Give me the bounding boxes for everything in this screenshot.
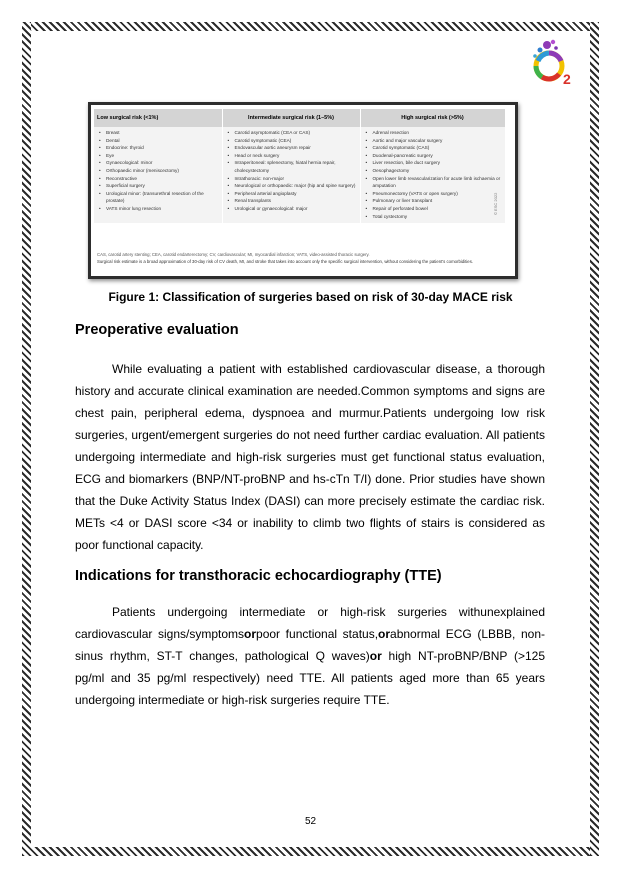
surgery-list-item: • Intrathoracic: non-major [227,175,357,183]
surgery-list-item: • Carotid symptomatic (CAS) [365,144,502,152]
or-emphasis: or [369,649,382,663]
surgery-list-item: • Neurological or orthopaedic: major (hip and spine surgery) [227,182,357,190]
page-border-left [22,22,31,856]
copyright-note: © ESC 2022 [493,192,498,215]
high-risk-column [360,127,505,223]
surgery-list-item: • Pneumonectomy (VATS or open surgery) [365,190,502,198]
surgery-list-item: • Open lower limb revascularization for acute limb ischaemia or amputation [365,175,502,190]
o2-logo [527,36,579,88]
surgical-risk-figure [88,102,518,279]
surgery-list-item: • VATS minor lung resection [98,205,219,213]
surgery-list-item: • Duodenal-pancreatic surgery [365,152,502,160]
surgery-list-item: • Peripheral arterial angioplasty [227,190,357,198]
svg-text:2: 2 [563,71,571,87]
surgery-list-item: • Carotid symptomatic (CEA) [227,137,357,145]
surgery-list-item: • Aortic and major vascular surgery [365,137,502,145]
surgery-list-item: • Repair of perforated bowel [365,205,502,213]
header-intermediate-risk: Intermediate surgical risk (1–5%) [222,109,360,127]
low-risk-column [94,127,222,223]
surgery-list-item: • Total cystectomy [365,213,502,221]
surgery-list-item: • Head or neck surgery [227,152,357,160]
surgery-list-item: • Urological minor: (transurethral resection of the prostate) [98,190,219,205]
surgery-list-item: • Oesophagectomy [365,167,502,175]
page-border-top [22,22,599,31]
tte-text-part-1: Patients undergoing intermediate or high-risk surgeries withunexplained cardiovascular signs/symptoms [75,605,545,641]
surgery-list-item: • Breast [98,129,219,137]
surgical-risk-table [94,109,506,223]
surgery-list-item: • Intraperitoneal: splenectomy, hiatal hernia repair, cholecystectomy [227,159,357,174]
page-border-bottom [22,847,599,856]
paragraph-preoperative: While evaluating a patient with established cardiovascular disease, a thorough history and accurate clinical examination are needed.Common symptoms and signs are chest pain, peripheral edema, dyspnoea and murmur.Patients undergoing low risk surgeries, urgent/emergent surgeries do not need further cardiac evaluation. All patients undergoing intermediate and high-risk surgeries must get functional status evaluation, ECG and biomarkers (BNP/NT-proBNP and hs-cTn T/I) done. Prior studies have shown that the Duke Activity Status Index (DASI) can more precisely estimate the cardiac risk. METs <4 or DASI score <34 or inability to climb two flights of stairs is considered as poor functional capacity. [75,362,545,552]
surgery-list-item: • Adrenal resection [365,129,502,137]
page-border-right [590,22,599,856]
surgery-list-item: • Gynaecological: minor [98,159,219,167]
section-heading-preoperative: Preoperative evaluation [75,322,239,338]
surgery-list-item: • Pulmonary or liver transplant [365,197,502,205]
surgery-list-item: • Urological or gynaecological: major [227,205,357,213]
header-low-risk: Low surgical risk (<1%) [94,109,222,127]
section-heading-tte: Indications for transthoracic echocardiography (TTE) [75,568,442,584]
surgery-list-item: • Dental [98,137,219,145]
surgery-list-item: • Eye [98,152,219,160]
surgery-list-item: • Renal transplants [227,197,357,205]
paragraph-tte [75,601,545,711]
page-number: 52 [304,816,317,827]
header-high-risk: High surgical risk (>5%) [360,109,505,127]
surgery-list-item: • Endovascular aortic aneurysm repair [227,144,357,152]
tte-text-part-4: high NT-proBNP/BNP (>125 pg/ml and 35 pg/ml respectively) need TTE. All patients aged more than 65 years undergoing intermediate or high-risk surgeries require TTE. [75,649,545,707]
or-emphasis: or [244,627,257,641]
tte-text-part-3: abnormal ECG (LBBB, non-sinus rhythm, ST-T changes, pathological Q waves) [75,627,545,663]
abbreviations-note: CAS, carotid artery stenting; CEA, carotid endarterectomy; CV, cardiovascular; MI, myocardial infarction; VATS, video-assisted thoracic surgery. [97,252,370,257]
or-emphasis: or [378,627,391,641]
tte-text-part-2: poor functional status, [256,627,379,641]
surgery-list-item: • Superficial surgery [98,182,219,190]
intermediate-risk-column [222,127,360,223]
surgery-list-item: • Endocrine: thyroid [98,144,219,152]
surgery-list-item: • Reconstructive [98,175,219,183]
surgery-list-item: • Orthopaedic minor (meniscectomy) [98,167,219,175]
surgery-list-item: • Liver resection, bile duct surgery [365,159,502,167]
surgery-list-item: • Carotid asymptomatic (CEA or CAS) [227,129,357,137]
risk-estimate-note: Surgical risk estimate is a broad approximation of 30-day risk of CV death, MI, and stroke that takes into account only the specific surgical intervention, without considering the patient's comorbidities. [97,259,474,264]
figure-caption: Figure 1: Classification of surgeries based on risk of 30-day MACE risk [108,290,513,304]
